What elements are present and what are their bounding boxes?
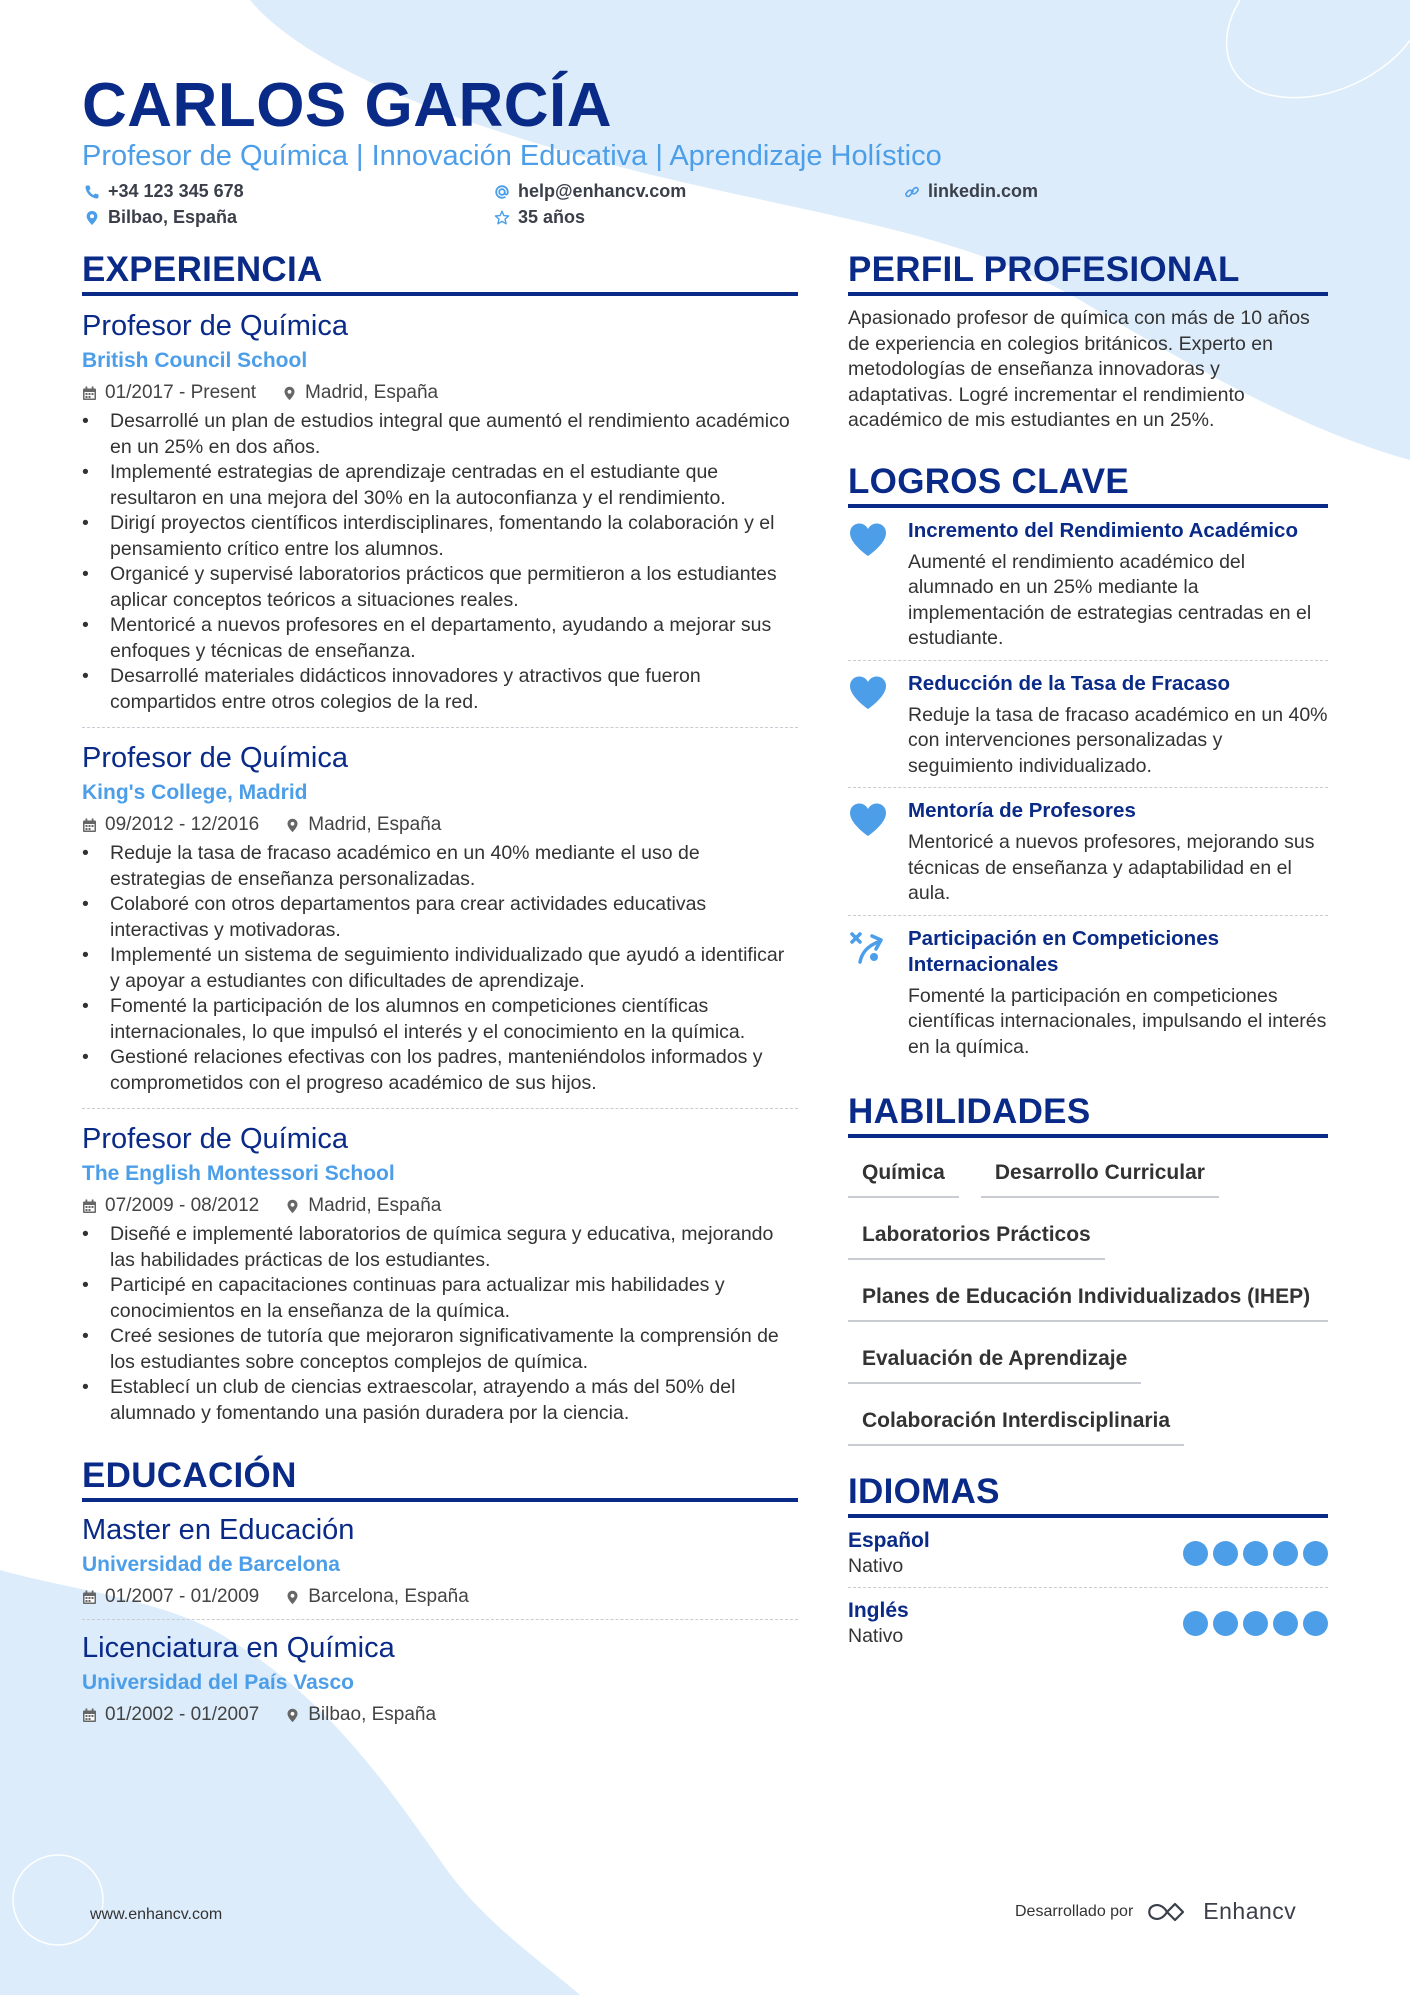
job-company: King's College, Madrid <box>82 781 308 804</box>
job-dates <box>82 381 256 405</box>
achievement-item <box>848 788 1328 916</box>
profile-heading: PERFIL PROFESIONAL <box>848 250 1328 296</box>
job-bullet: • Creé sesiones de tutoría que mejoraron significativamente la comprensión de los estudiantes sobre conceptos complejos de química. <box>82 1324 798 1375</box>
education-heading: EDUCACIÓN <box>82 1456 798 1502</box>
job-bullet: • Colaboré con otros departamentos para crear actividades educativas interactivas y motivadoras. <box>82 892 798 943</box>
achievement-item <box>848 508 1328 661</box>
achievements-heading: LOGROS CLAVE <box>848 462 1328 508</box>
calendar-icon <box>82 1590 97 1605</box>
footer-website[interactable]: www.enhancv.com <box>90 1906 223 1923</box>
job-dates <box>82 1194 259 1218</box>
heart-icon <box>848 802 888 838</box>
education-dates <box>82 1703 259 1727</box>
brand-name: Enhancv <box>1203 1898 1297 1924</box>
achievement-item <box>848 916 1328 1069</box>
job-bullet: • Participé en capacitaciones continuas para actualizar mis habilidades y conocimientos en la enseñanza de la química. <box>82 1273 798 1324</box>
skill-tag: Desarrollo Curricular <box>981 1148 1219 1198</box>
job-title: Profesor de Química <box>82 310 348 342</box>
location-pin-icon <box>84 210 100 226</box>
language-item <box>848 1518 1328 1588</box>
job-meta <box>82 1194 798 1218</box>
rating-dot <box>1183 1611 1208 1636</box>
achievement-item <box>848 661 1328 789</box>
language-rating <box>1183 1541 1328 1566</box>
degree-title: Licenciatura en Química <box>82 1632 395 1664</box>
location-pin-icon <box>285 818 300 833</box>
job-bullet: • Establecí un club de ciencias extraescolar, atrayendo a más del 50% del alumnado y fomentando una pasión duradera por la ciencia. <box>82 1375 798 1426</box>
skill-tag: Laboratorios Prácticos <box>848 1210 1105 1260</box>
job-bullet: • Mentoricé a nuevos profesores en el departamento, ayudando a mejorar sus enfoques y técnicas de enseñanza. <box>82 613 798 664</box>
achievement-desc: Fomenté la participación en competiciones científicas internacionales, impulsando el interés en la química. <box>908 984 1327 1058</box>
job-location <box>285 813 441 837</box>
rating-dot <box>1273 1611 1298 1636</box>
powered-by-text: Desarrollado por <box>1015 1902 1134 1920</box>
job-dates-text: 01/2017 - Present <box>105 382 257 403</box>
achievement-desc: Mentoricé a nuevos profesores, mejorando sus técnicas de enseñanza y adaptabilidad en el aula. <box>908 831 1315 904</box>
education-location <box>285 1703 436 1727</box>
job-bullets <box>82 409 798 715</box>
job-bullet: • Reduje la tasa de fracaso académico en un 40% mediante el uso de estrategias de enseñanza personalizadas. <box>82 841 798 892</box>
achievement-title: Incremento del Rendimiento Académico <box>908 518 1298 542</box>
job-location-text: Madrid, España <box>308 814 442 835</box>
calendar-icon <box>82 1199 97 1214</box>
achievement-title: Participación en Competiciones Internacionales <box>908 926 1219 976</box>
skill-tag: Planes de Educación Individualizados (IHEP) <box>848 1272 1328 1322</box>
at-icon <box>494 184 510 200</box>
contact-location <box>84 207 237 228</box>
footer-branding <box>1015 1898 1296 1925</box>
skills-list <box>848 1148 1328 1458</box>
language-name: Inglés <box>848 1599 909 1622</box>
headline: Profesor de Química | Innovación Educativa | Aprendizaje Holístico <box>82 140 942 172</box>
calendar-icon <box>82 1708 97 1723</box>
language-level: Nativo <box>848 1625 904 1647</box>
right-column <box>848 250 1328 1657</box>
linkedin-text[interactable]: linkedin.com <box>928 181 1039 201</box>
job-bullet: • Fomenté la participación de los alumnos en competiciones científicas internacionales, lo que impulsó el interés y el conocimiento en la química. <box>82 994 798 1045</box>
contact-linkedin <box>904 181 1038 202</box>
email-text[interactable]: help@enhancv.com <box>518 181 687 201</box>
star-icon <box>494 210 510 226</box>
job-location <box>285 1194 441 1218</box>
job-location <box>282 381 438 405</box>
profile-summary: Apasionado profesor de química con más de 10 años de experiencia en colegios británicos. Experto en metodologías de enseñanza innovadoras y adaptativas. Logré incrementar el rendimiento académico de mis estudiantes en un 25%. <box>848 307 1310 431</box>
phone-text[interactable]: +34 123 345 678 <box>108 181 244 201</box>
skill-tag: Química <box>848 1148 959 1198</box>
link-icon <box>904 184 920 200</box>
language-level: Nativo <box>848 1555 904 1577</box>
education-location-text: Barcelona, España <box>308 1586 469 1607</box>
job-bullet: • Dirigí proyectos científicos interdisciplinares, fomentando la colaboración y el pensamiento crítico entre los alumnos. <box>82 511 798 562</box>
rating-dot <box>1243 1611 1268 1636</box>
education-location <box>285 1585 469 1609</box>
achievement-title: Reducción de la Tasa de Fracaso <box>908 671 1231 695</box>
contact-email <box>494 181 686 202</box>
location-pin-icon <box>285 1708 300 1723</box>
job-company: British Council School <box>82 349 308 372</box>
location-pin-icon <box>285 1199 300 1214</box>
education-meta <box>82 1703 798 1727</box>
job-company: The English Montessori School <box>82 1162 395 1185</box>
job-bullet: • Organicé y supervisé laboratorios prácticos que permitieron a los estudiantes aplicar conceptos teóricos a situaciones reales. <box>82 562 798 613</box>
rating-dot <box>1243 1541 1268 1566</box>
calendar-icon <box>82 818 97 833</box>
skill-tag: Evaluación de Aprendizaje <box>848 1334 1141 1384</box>
language-name: Español <box>848 1529 930 1552</box>
job-bullets <box>82 841 798 1096</box>
job-entry <box>82 296 798 728</box>
education-entry <box>82 1502 798 1620</box>
location-text: Bilbao, España <box>108 207 238 227</box>
school-name: Universidad del País Vasco <box>82 1671 354 1694</box>
rating-dot <box>1303 1541 1328 1566</box>
contact-age <box>494 207 585 228</box>
education-dates <box>82 1585 259 1609</box>
school-name: Universidad de Barcelona <box>82 1553 340 1576</box>
achievement-desc: Reduje la tasa de fracaso académico en un 40% con intervenciones personalizadas y seguimiento individualizado. <box>908 703 1328 777</box>
left-column <box>82 250 798 1737</box>
education-dates-text: 01/2002 - 01/2007 <box>105 1704 260 1725</box>
experience-heading: EXPERIENCIA <box>82 250 798 296</box>
phone-icon <box>84 184 100 200</box>
job-location-text: Madrid, España <box>305 382 439 403</box>
rating-dot <box>1213 1611 1238 1636</box>
language-item <box>848 1588 1328 1657</box>
location-pin-icon <box>282 386 297 401</box>
enhancv-logo-icon <box>1145 1901 1191 1923</box>
strategy-icon <box>848 930 888 966</box>
heart-icon <box>848 675 888 711</box>
rating-dot <box>1213 1541 1238 1566</box>
job-entry <box>82 1109 798 1438</box>
education-location-text: Bilbao, España <box>308 1704 437 1725</box>
job-dates-text: 07/2009 - 08/2012 <box>105 1195 260 1216</box>
job-entry <box>82 728 798 1109</box>
skills-heading: HABILIDADES <box>848 1092 1328 1138</box>
job-title: Profesor de Química <box>82 742 348 774</box>
job-bullets <box>82 1222 798 1426</box>
education-dates-text: 01/2007 - 01/2009 <box>105 1586 260 1607</box>
job-location-text: Madrid, España <box>308 1195 442 1216</box>
rating-dot <box>1303 1611 1328 1636</box>
job-bullet: • Gestioné relaciones efectivas con los padres, manteniéndolos informados y comprometidos con el progreso académico de sus hijos. <box>82 1045 798 1096</box>
calendar-icon <box>82 386 97 401</box>
job-bullet: • Implementé un sistema de seguimiento individualizado que ayudó a identificar y apoyar a estudiantes con dificultades de aprendizaje. <box>82 943 798 994</box>
degree-title: Master en Educación <box>82 1514 355 1546</box>
language-rating <box>1183 1611 1328 1636</box>
education-meta <box>82 1585 798 1609</box>
heart-icon <box>848 522 888 558</box>
education-entry <box>82 1620 798 1737</box>
rating-dot <box>1183 1541 1208 1566</box>
job-bullet: • Diseñé e implementé laboratorios de química segura y educativa, mejorando las habilidades prácticas de los estudiantes. <box>82 1222 798 1273</box>
achievement-title: Mentoría de Profesores <box>908 799 1136 822</box>
rating-dot <box>1273 1541 1298 1566</box>
skill-tag: Colaboración Interdisciplinaria <box>848 1396 1184 1446</box>
job-bullet: • Desarrollé un plan de estudios integral que aumentó el rendimiento académico en un 25% en dos años. <box>82 409 798 460</box>
job-meta <box>82 381 798 405</box>
job-title: Profesor de Química <box>82 1123 348 1155</box>
languages-heading: IDIOMAS <box>848 1472 1328 1518</box>
job-bullet: • Implementé estrategias de aprendizaje centradas en el estudiante que resultaron en una mejora del 30% en la autoconfianza y el rendimiento. <box>82 460 798 511</box>
age-text: 35 años <box>518 207 586 227</box>
contact-phone <box>84 181 244 202</box>
job-bullet: • Desarrollé materiales didácticos innovadores y atractivos que fueron compartidos entre otros colegios de la red. <box>82 664 798 715</box>
job-dates-text: 09/2012 - 12/2016 <box>105 814 260 835</box>
candidate-name: CARLOS GARCÍA <box>82 71 613 140</box>
job-meta <box>82 813 798 837</box>
achievement-desc: Aumenté el rendimiento académico del alumnado en un 25% mediante la implementación de estrategias centradas en el estudiante. <box>908 550 1312 649</box>
location-pin-icon <box>285 1590 300 1605</box>
job-dates <box>82 813 259 837</box>
